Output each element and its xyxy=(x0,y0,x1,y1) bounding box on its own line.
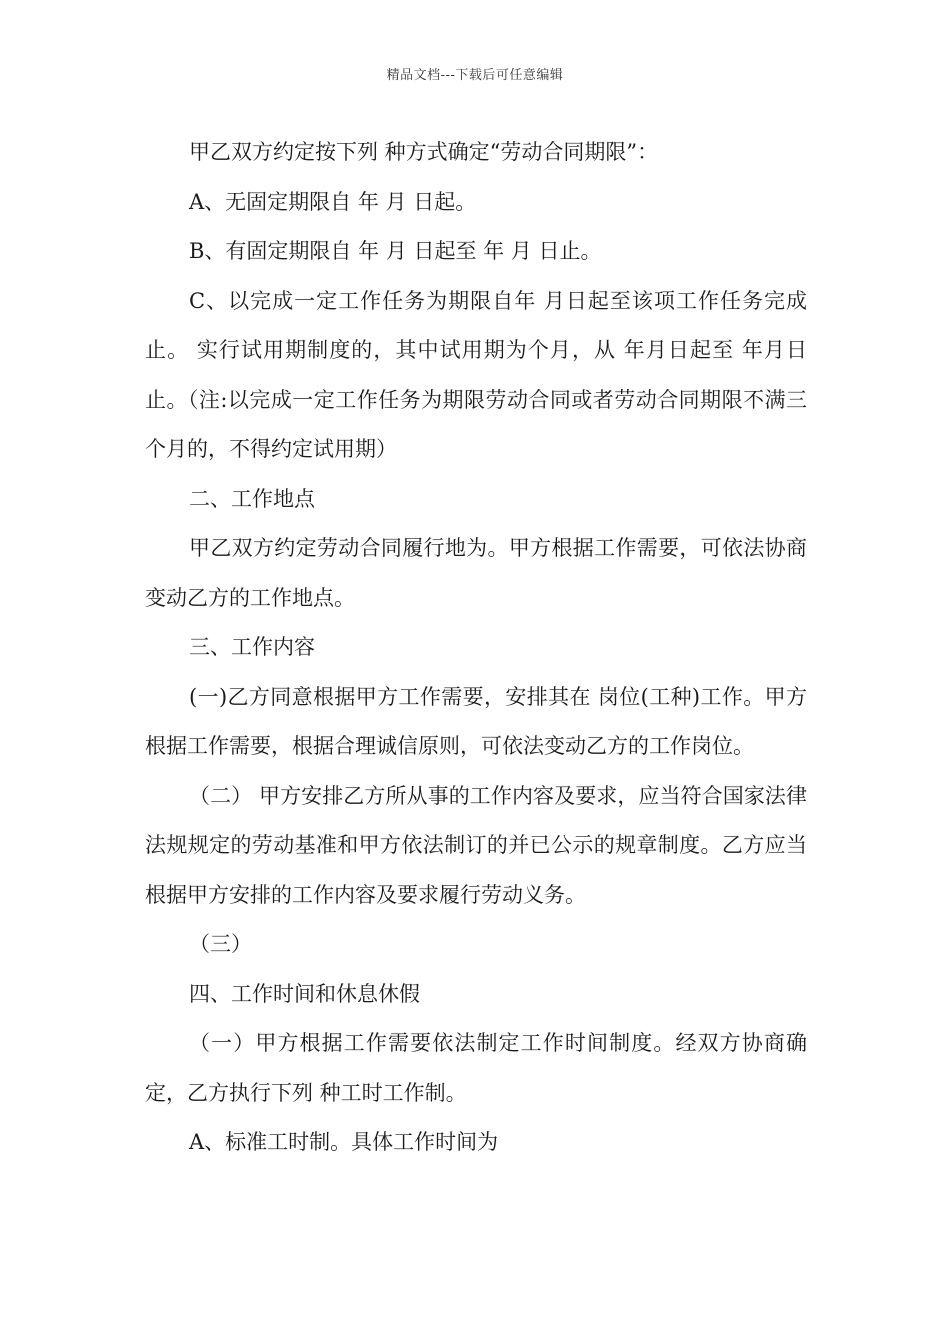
paragraph-work-location: 甲乙双方约定劳动合同履行地为。甲方根据工作需要，可依法协商变动乙方的工作地点。 xyxy=(145,536,807,610)
section-heading-work-content: 三、工作内容 xyxy=(189,635,315,659)
paragraph-option-c: C、以完成一定工作任务为期限自年 月日起至该项工作任务完成止。 实行试用期制度的，其中试用期为个月，从 年月日起至 年月日止。（注:以完成一定工作任务为期限劳动合同或者劳动合同期限不满三个月的，不得约定试用期） xyxy=(145,288,807,461)
paragraph-work-content-2: （二） 甲方安排乙方所从事的工作内容及要求，应当符合国家法律法规规定的劳动基准和甲方依法制订的并已公示的规章制度。乙方应当根据甲方安排的工作内容及要求履行劳动义务。 xyxy=(145,783,807,907)
paragraph-work-hours-1: （一）甲方根据工作需要依法制定工作时间制度。经双方协商确定，乙方执行下列 种工时工作制。 xyxy=(145,1031,807,1105)
paragraph-option-a: A、无固定期限自 年 月 日起。 xyxy=(189,189,477,214)
paragraph-work-content-1: (一)乙方同意根据甲方工作需要，安排其在 岗位(工种)工作。甲方根据工作需要，根据合理诚信原则，可依法变动乙方的工作岗位。 xyxy=(145,684,807,758)
paragraph-term-type: 甲乙双方约定按下列 种方式确定“劳动合同期限”： xyxy=(189,140,659,164)
paragraph-option-b: B、有固定期限自 年 月 日起至 年 月 日止。 xyxy=(189,239,602,263)
section-heading-work-location: 二、工作地点 xyxy=(189,486,315,511)
page-header: 精品文档---下载后可任意编辑 xyxy=(386,68,564,83)
document-body xyxy=(145,128,807,1168)
paragraph-work-content-3: （三） xyxy=(189,932,252,956)
paragraph-standard-hours: A、标准工时制。具体工作时间为 xyxy=(189,1130,499,1154)
section-heading-work-hours: 四、工作时间和休息休假 xyxy=(189,981,420,1006)
